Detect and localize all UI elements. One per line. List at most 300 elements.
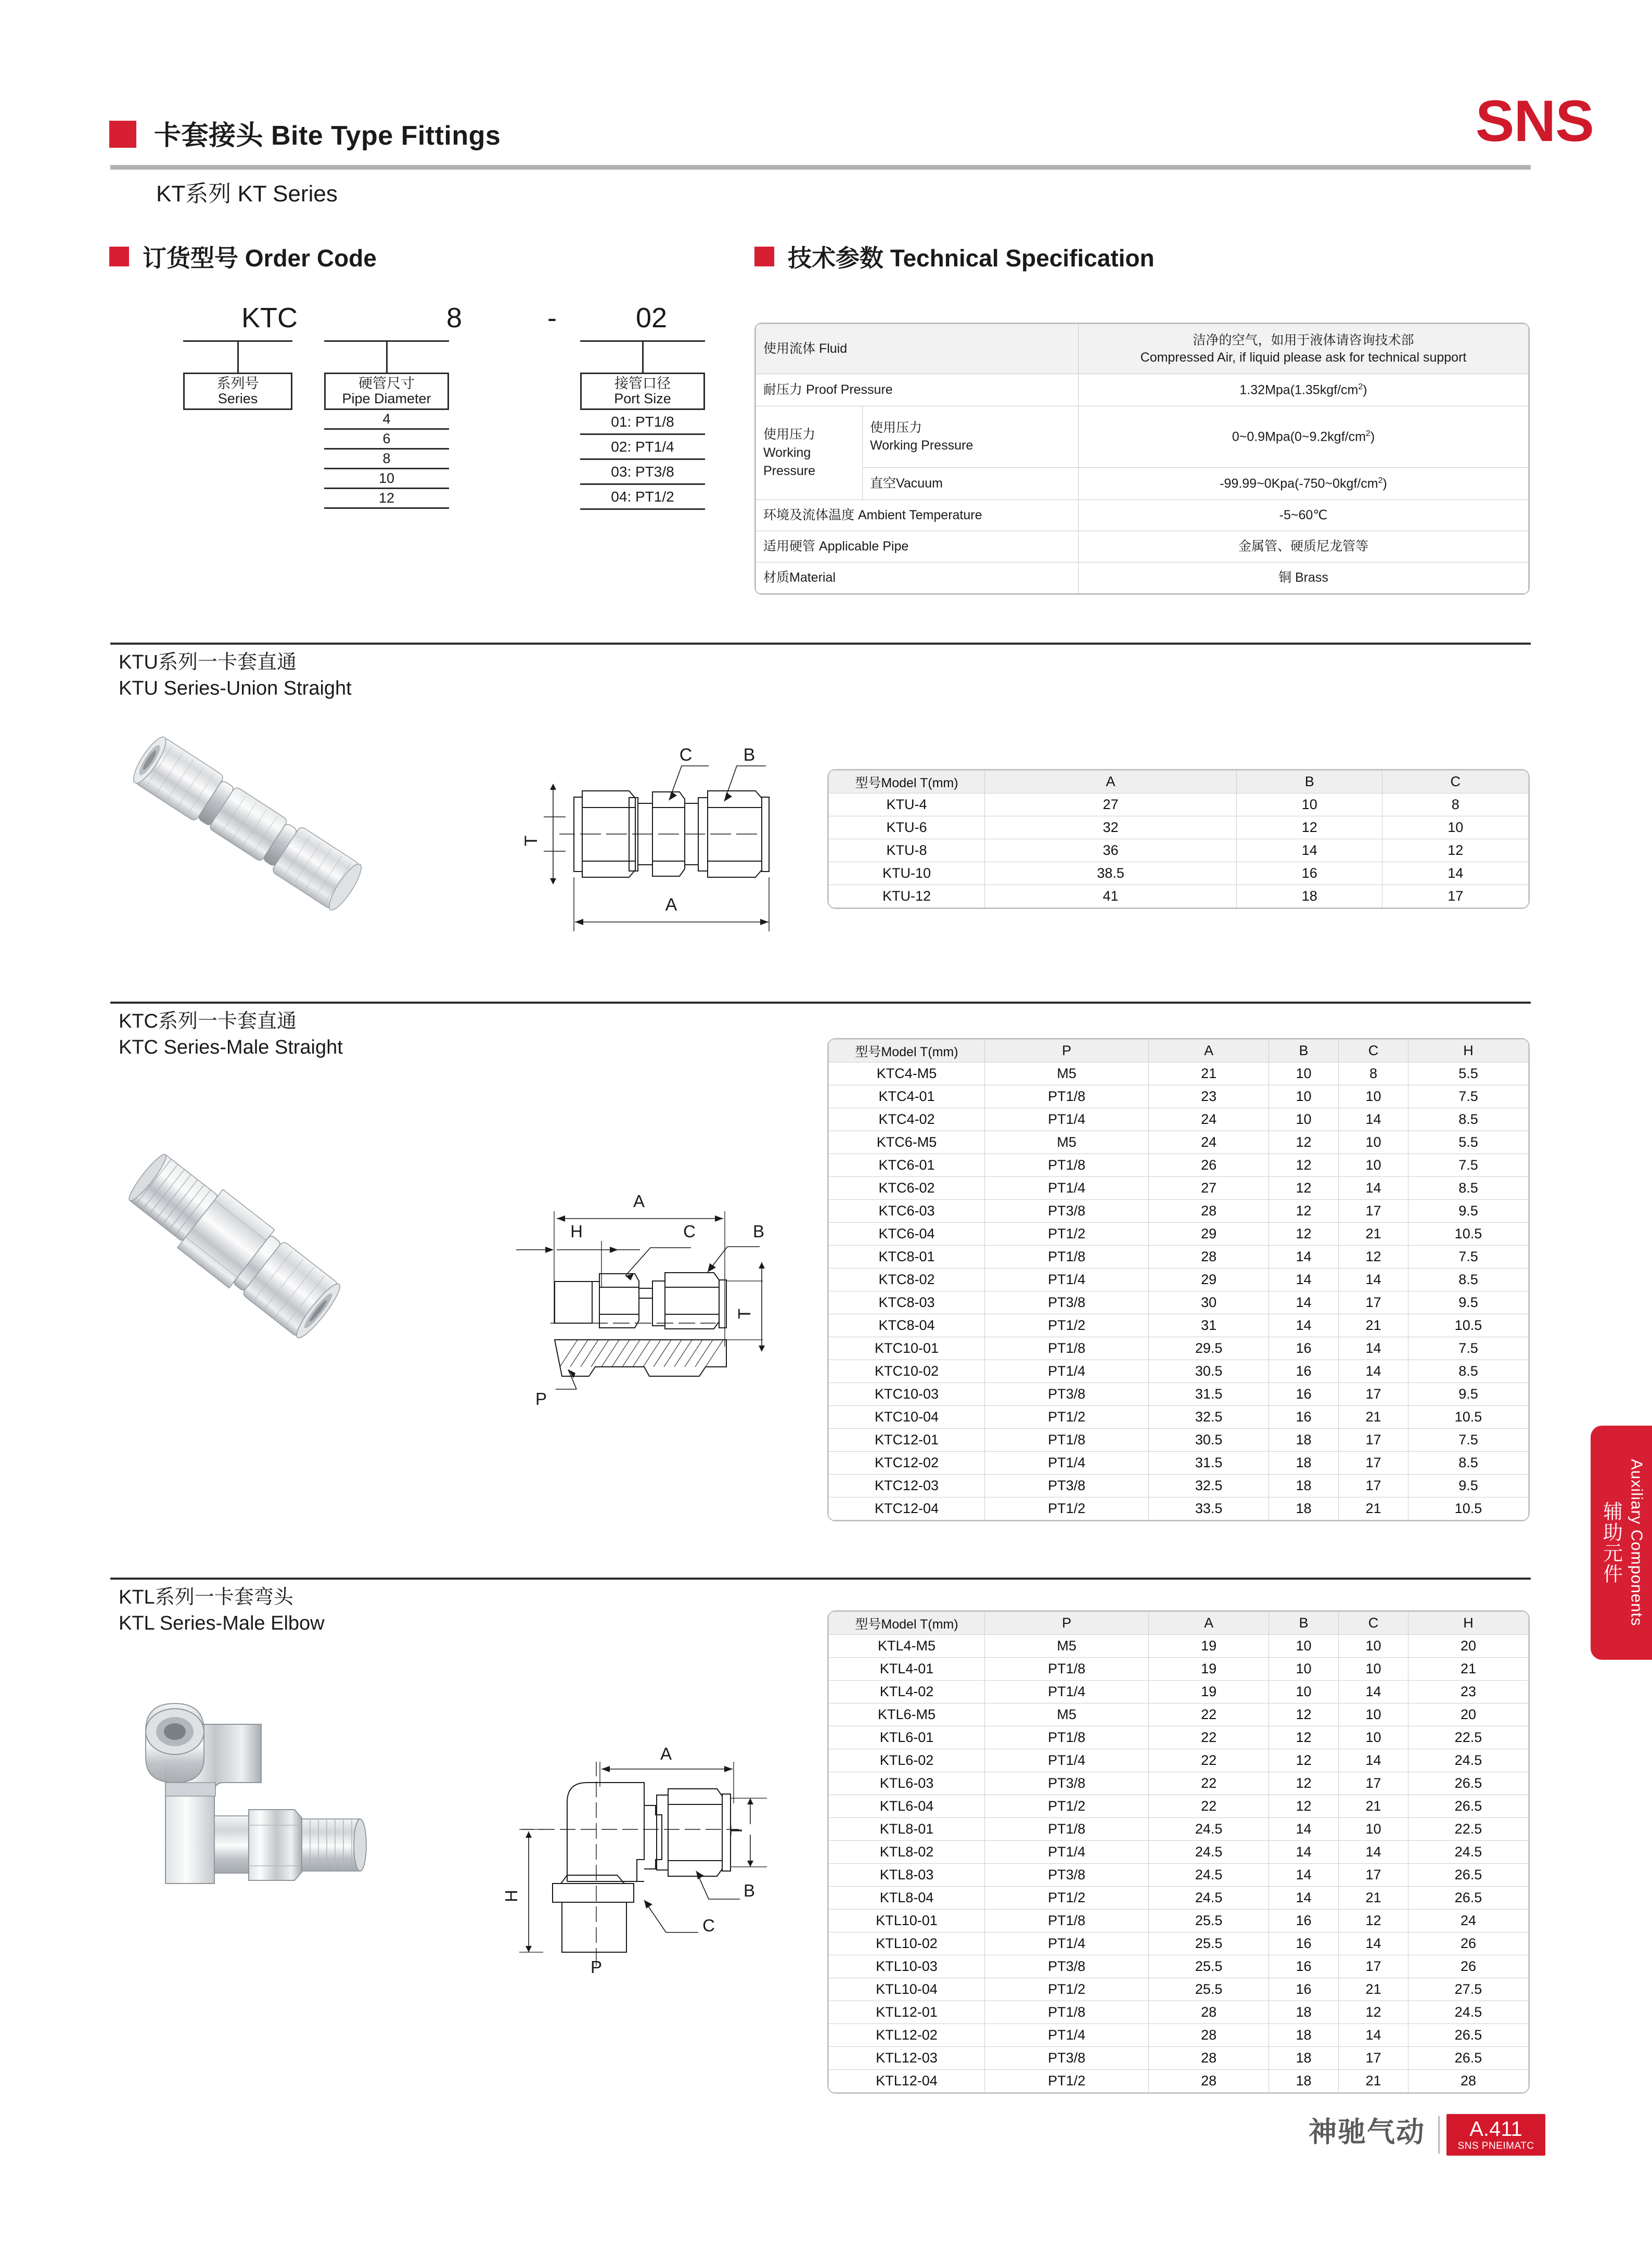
- spec-value-proof-pressure: $1.32Mpa(1.35kgf/cm^2)$: [1079, 374, 1529, 406]
- value-cell: 14: [1269, 1818, 1339, 1841]
- model-cell: KTC8-02: [829, 1269, 985, 1291]
- value-cell: 24.5: [1149, 1818, 1269, 1841]
- value-cell: PT3/8: [985, 1291, 1149, 1314]
- value-cell: 26.5: [1408, 2047, 1528, 2070]
- table-row: [829, 1246, 1529, 1269]
- value-cell: 9.5: [1408, 1200, 1528, 1223]
- value-cell: 10.5: [1408, 1223, 1528, 1246]
- ktc-dimension-drawing: [510, 1160, 786, 1415]
- spec-value-fluid: [1079, 324, 1529, 374]
- column-header: C: [1339, 1040, 1408, 1062]
- model-cell: KTC4-02: [829, 1108, 985, 1131]
- value-cell: 5.5: [1408, 1131, 1528, 1154]
- value-cell: PT3/8: [985, 1772, 1149, 1795]
- value-cell: PT1/4: [985, 1749, 1149, 1772]
- footer-brand-cn: 神驰气动: [1309, 2117, 1425, 2148]
- value-cell: 10: [1269, 1062, 1339, 1085]
- column-header: H: [1408, 1612, 1528, 1635]
- model-cell: KTU-4: [829, 793, 985, 816]
- model-cell: KTC8-03: [829, 1291, 985, 1314]
- value-cell: 16: [1236, 862, 1382, 885]
- side-tab-label-en: Auxiliary Components: [1628, 1459, 1646, 1626]
- value-cell: 12: [1269, 1772, 1339, 1795]
- value-cell: 24: [1149, 1108, 1269, 1131]
- ktl-product-photo: [109, 1686, 411, 1967]
- ktl-label-H: H: [502, 1890, 521, 1902]
- table-row: [829, 2070, 1529, 2093]
- value-cell: PT1/4: [985, 1269, 1149, 1291]
- value-cell: PT1/8: [985, 1429, 1149, 1452]
- value-cell: 14: [1269, 1841, 1339, 1864]
- value-cell: 10.5: [1408, 1497, 1528, 1520]
- option-item: 6: [324, 430, 449, 450]
- table-header-row: [829, 1612, 1529, 1635]
- port-box-en: Port Size: [614, 391, 671, 406]
- value-cell: 28: [1149, 2047, 1269, 2070]
- value-cell: PT1/2: [985, 1497, 1149, 1520]
- value-cell: PT1/8: [985, 1246, 1149, 1269]
- table-row: [829, 1703, 1529, 1726]
- value-cell: PT1/4: [985, 1360, 1149, 1383]
- value-cell: 10: [1269, 1085, 1339, 1108]
- value-cell: PT1/8: [985, 2001, 1149, 2024]
- value-cell: 12: [1269, 1795, 1339, 1818]
- ktc-label-P: P: [535, 1389, 547, 1408]
- value-cell: 17: [1382, 885, 1529, 908]
- value-cell: PT1/2: [985, 1406, 1149, 1429]
- ktc-section-title: [119, 1008, 343, 1060]
- value-cell: 29.5: [1149, 1337, 1269, 1360]
- option-item: 4: [324, 410, 449, 430]
- value-cell: 25.5: [1149, 1955, 1269, 1978]
- value-cell: PT1/4: [985, 1452, 1149, 1475]
- value-cell: 16: [1269, 1978, 1339, 2001]
- value-cell: 28: [1408, 2070, 1528, 2093]
- value-cell: 10: [1339, 1658, 1408, 1681]
- value-cell: 21: [1339, 1314, 1408, 1337]
- table-row: [829, 1887, 1529, 1910]
- value-cell: PT1/8: [985, 1726, 1149, 1749]
- value-cell: 24.5: [1408, 2001, 1528, 2024]
- value-cell: PT1/2: [985, 2070, 1149, 2093]
- model-cell: KTC8-04: [829, 1314, 985, 1337]
- column-header: P: [985, 1612, 1149, 1635]
- value-cell: 14: [1269, 1864, 1339, 1887]
- value-cell: 29: [1149, 1269, 1269, 1291]
- table-row: [829, 1406, 1529, 1429]
- column-header: H: [1408, 1040, 1528, 1062]
- value-cell: PT1/4: [985, 1841, 1149, 1864]
- value-cell: 26.5: [1408, 2024, 1528, 2047]
- model-cell: KTL8-02: [829, 1841, 985, 1864]
- ktu-title-en: KTU Series-Union Straight: [119, 677, 352, 700]
- table-row: [829, 1291, 1529, 1314]
- table-row: [829, 1360, 1529, 1383]
- value-cell: 16: [1269, 1360, 1339, 1383]
- value-cell: 36: [985, 839, 1237, 862]
- value-cell: 12: [1269, 1177, 1339, 1200]
- value-cell: 14: [1269, 1314, 1339, 1337]
- model-cell: KTL4-01: [829, 1658, 985, 1681]
- spec-value-vacuum: $-99.99\sim 0Kpa(-750\sim 0kgf/cm^2)$: [1079, 468, 1529, 500]
- table-row: [829, 1978, 1529, 2001]
- footer-page-badge: [1446, 2114, 1545, 2156]
- table-row: [829, 1452, 1529, 1475]
- spec-value-ambient-temperature: -5~60℃: [1079, 500, 1529, 531]
- order-code-port: 02: [636, 302, 668, 334]
- option-item: 10: [324, 469, 449, 489]
- model-cell: KTL10-02: [829, 1932, 985, 1955]
- value-cell: 30: [1149, 1291, 1269, 1314]
- value-cell: 17: [1339, 1429, 1408, 1452]
- column-header: B: [1269, 1612, 1339, 1635]
- table-row: [829, 1864, 1529, 1887]
- table-row: [829, 816, 1529, 839]
- model-cell: KTL12-02: [829, 2024, 985, 2047]
- value-cell: PT1/2: [985, 1314, 1149, 1337]
- value-cell: 18: [1269, 2001, 1339, 2024]
- value-cell: 14: [1339, 1269, 1408, 1291]
- value-cell: 28: [1149, 1246, 1269, 1269]
- table-row: [829, 1429, 1529, 1452]
- ktu-label-C: C: [679, 745, 693, 765]
- value-cell: PT1/8: [985, 1910, 1149, 1932]
- value-cell: 8.5: [1408, 1108, 1528, 1131]
- table-row: [829, 1108, 1529, 1131]
- ktu-title-cn: KTU系列一卡套直通: [119, 651, 297, 673]
- column-header: 型号Model T(mm): [829, 771, 985, 793]
- value-cell: 24.5: [1149, 1887, 1269, 1910]
- value-cell: 10: [1339, 1703, 1408, 1726]
- value-cell: 16: [1269, 1383, 1339, 1406]
- value-cell: PT1/4: [985, 2024, 1149, 2047]
- value-cell: 32.5: [1149, 1406, 1269, 1429]
- model-cell: KTL6-02: [829, 1749, 985, 1772]
- column-header: C: [1339, 1612, 1408, 1635]
- value-cell: 26.5: [1408, 1795, 1528, 1818]
- value-cell: PT3/8: [985, 1955, 1149, 1978]
- value-cell: 29: [1149, 1223, 1269, 1246]
- column-header: P: [985, 1040, 1149, 1062]
- value-cell: 23: [1149, 1085, 1269, 1108]
- value-cell: 10: [1339, 1154, 1408, 1177]
- value-cell: M5: [985, 1635, 1149, 1658]
- value-cell: 5.5: [1408, 1062, 1528, 1085]
- model-cell: KTC4-01: [829, 1085, 985, 1108]
- value-cell: 10: [1339, 1085, 1408, 1108]
- ktu-section-rule: [110, 643, 1531, 645]
- value-cell: PT3/8: [985, 1383, 1149, 1406]
- model-cell: KTC10-04: [829, 1406, 985, 1429]
- value-cell: 19: [1149, 1658, 1269, 1681]
- value-cell: PT1/4: [985, 1932, 1149, 1955]
- model-cell: KTC12-04: [829, 1497, 985, 1520]
- table-row: [829, 1658, 1529, 1681]
- option-item: 02: PT1/4: [580, 435, 705, 460]
- ktl-label-B: B: [743, 1881, 755, 1900]
- ktc-title-cn: KTC系列一卡套直通: [119, 1010, 297, 1032]
- value-cell: 21: [1339, 1795, 1408, 1818]
- value-cell: 17: [1339, 1200, 1408, 1223]
- column-header: B: [1236, 771, 1382, 793]
- model-cell: KTL10-03: [829, 1955, 985, 1978]
- column-header: A: [985, 771, 1237, 793]
- sns-logo: SNS: [1475, 88, 1594, 153]
- table-row: [829, 1818, 1529, 1841]
- table-row: [829, 1681, 1529, 1703]
- model-cell: KTL4-02: [829, 1681, 985, 1703]
- order-code-heading-text: 订货型号 Order Code: [143, 245, 377, 272]
- value-cell: 18: [1269, 2024, 1339, 2047]
- table-row: [829, 1154, 1529, 1177]
- model-cell: KTL10-04: [829, 1978, 985, 2001]
- square-bullet-icon: [754, 247, 774, 266]
- table-row: [829, 1497, 1529, 1520]
- value-cell: PT1/8: [985, 1085, 1149, 1108]
- model-cell: KTL6-04: [829, 1795, 985, 1818]
- model-cell: KTL12-03: [829, 2047, 985, 2070]
- spec-value-applicable-pipe: 金属管、硬质尼龙管等: [1079, 531, 1529, 562]
- table-row: [829, 2047, 1529, 2070]
- value-cell: 7.5: [1408, 1154, 1528, 1177]
- value-cell: 27: [985, 793, 1237, 816]
- model-cell: KTL6-M5: [829, 1703, 985, 1726]
- value-cell: 18: [1269, 2047, 1339, 2070]
- model-cell: KTL10-01: [829, 1910, 985, 1932]
- value-cell: 22: [1149, 1795, 1269, 1818]
- spec-row-fluid: [756, 324, 1529, 374]
- value-cell: 8.5: [1408, 1177, 1528, 1200]
- value-cell: 22: [1149, 1703, 1269, 1726]
- value-cell: 12: [1269, 1200, 1339, 1223]
- value-cell: 12: [1269, 1154, 1339, 1177]
- table-row: [829, 1932, 1529, 1955]
- column-header: 型号Model T(mm): [829, 1612, 985, 1635]
- ktl-label-P: P: [590, 1957, 603, 1977]
- value-cell: 30.5: [1149, 1360, 1269, 1383]
- value-cell: 10: [1382, 816, 1529, 839]
- model-cell: KTC6-02: [829, 1177, 985, 1200]
- value-cell: 21: [1339, 1497, 1408, 1520]
- value-cell: 9.5: [1408, 1475, 1528, 1497]
- ktu-label-B: B: [743, 745, 755, 765]
- value-cell: 14: [1339, 1681, 1408, 1703]
- model-cell: KTL6-03: [829, 1772, 985, 1795]
- value-cell: M5: [985, 1131, 1149, 1154]
- value-cell: 23: [1408, 1681, 1528, 1703]
- value-cell: 22: [1149, 1726, 1269, 1749]
- value-cell: 12: [1269, 1223, 1339, 1246]
- value-cell: 16: [1269, 1406, 1339, 1429]
- value-cell: 17: [1339, 1772, 1408, 1795]
- value-cell: 21: [1339, 1887, 1408, 1910]
- table-header-row: [829, 1040, 1529, 1062]
- value-cell: 14: [1339, 1177, 1408, 1200]
- value-cell: 22.5: [1408, 1818, 1528, 1841]
- value-cell: PT1/8: [985, 1337, 1149, 1360]
- value-cell: 14: [1269, 1887, 1339, 1910]
- value-cell: PT1/8: [985, 1154, 1149, 1177]
- option-item: 01: PT1/8: [580, 410, 705, 435]
- value-cell: 10: [1236, 793, 1382, 816]
- spec-label-fluid: 使用流体 Fluid: [756, 324, 1079, 374]
- square-bullet-icon: [109, 247, 129, 266]
- spec-label-applicable-pipe: 适用硬管 Applicable Pipe: [756, 531, 1079, 562]
- model-cell: KTC6-03: [829, 1200, 985, 1223]
- model-cell: KTL8-01: [829, 1818, 985, 1841]
- ktc-label-A: A: [633, 1192, 645, 1211]
- table-row: [829, 1383, 1529, 1406]
- technical-specification-table: [754, 323, 1530, 595]
- value-cell: 24: [1149, 1131, 1269, 1154]
- model-cell: KTC6-01: [829, 1154, 985, 1177]
- table-row: [829, 1200, 1529, 1223]
- model-cell: KTC10-03: [829, 1383, 985, 1406]
- spec-row-working-pressure: [756, 406, 1529, 468]
- value-cell: 25.5: [1149, 1978, 1269, 2001]
- ktl-label-C: C: [702, 1916, 715, 1935]
- spec-label-material: 材质Material: [756, 562, 1079, 594]
- table-row: [829, 1955, 1529, 1978]
- value-cell: 12: [1339, 2001, 1408, 2024]
- value-cell: 12: [1339, 1246, 1408, 1269]
- value-cell: 10: [1339, 1818, 1408, 1841]
- value-cell: PT1/8: [985, 1658, 1149, 1681]
- model-cell: KTL4-M5: [829, 1635, 985, 1658]
- port-box-cn: 接管口径: [614, 375, 671, 391]
- value-cell: PT3/8: [985, 2047, 1149, 2070]
- side-tab-label-cn: 辅助元件: [1599, 1501, 1622, 1584]
- footer-divider: [1438, 2116, 1440, 2154]
- value-cell: 26: [1149, 1154, 1269, 1177]
- value-cell: 12: [1269, 1131, 1339, 1154]
- value-cell: PT1/8: [985, 1818, 1149, 1841]
- spec-value-material: 铜 Brass: [1079, 562, 1529, 594]
- value-cell: 21: [1339, 2070, 1408, 2093]
- value-cell: 14: [1339, 1749, 1408, 1772]
- value-cell: 25.5: [1149, 1932, 1269, 1955]
- value-cell: 18: [1269, 1452, 1339, 1475]
- value-cell: 10.5: [1408, 1314, 1528, 1337]
- table-row: [829, 1795, 1529, 1818]
- ktl-label-T: T: [726, 1825, 746, 1836]
- value-cell: PT1/2: [985, 1795, 1149, 1818]
- value-cell: 14: [1236, 839, 1382, 862]
- ktl-label-A: A: [660, 1744, 672, 1763]
- value-cell: 17: [1339, 1452, 1408, 1475]
- value-cell: 12: [1382, 839, 1529, 862]
- value-cell: 10: [1269, 1635, 1339, 1658]
- value-cell: 24.5: [1408, 1841, 1528, 1864]
- value-cell: 14: [1269, 1291, 1339, 1314]
- value-cell: 27.5: [1408, 1978, 1528, 2001]
- value-cell: 28: [1149, 2070, 1269, 2093]
- order-code-series: KTC: [241, 302, 298, 334]
- model-cell: KTL12-04: [829, 2070, 985, 2093]
- spec-label-working-pressure-group: 使用压力 Working Pressure: [756, 406, 863, 500]
- value-cell: 20: [1408, 1635, 1528, 1658]
- value-cell: 18: [1269, 1497, 1339, 1520]
- value-cell: 12: [1339, 1910, 1408, 1932]
- ktu-product-photo: [101, 713, 393, 931]
- side-tab-auxiliary-components[interactable]: [1591, 1426, 1652, 1660]
- column-header: A: [1149, 1612, 1269, 1635]
- page-title: 卡套接头 Bite Type Fittings: [154, 121, 501, 151]
- value-cell: 17: [1339, 1475, 1408, 1497]
- ktu-label-T: T: [521, 835, 541, 847]
- table-row: [829, 1910, 1529, 1932]
- value-cell: 14: [1339, 1360, 1408, 1383]
- spec-label-proof-pressure: 耐压力 Proof Pressure: [756, 374, 1079, 406]
- value-cell: 17: [1339, 1955, 1408, 1978]
- value-cell: 14: [1339, 1932, 1408, 1955]
- value-cell: 12: [1269, 1726, 1339, 1749]
- ktc-label-C: C: [683, 1222, 696, 1241]
- model-cell: KTC10-01: [829, 1337, 985, 1360]
- order-code-diameter-box: [324, 373, 449, 410]
- model-cell: KTL6-01: [829, 1726, 985, 1749]
- value-cell: 9.5: [1408, 1291, 1528, 1314]
- table-row: [829, 1337, 1529, 1360]
- ktc-label-T: T: [735, 1308, 754, 1319]
- value-cell: 26.5: [1408, 1887, 1528, 1910]
- spec-value-working-pressure: $0\sim 0.9Mpa(0\sim 9.2kgf/cm^2)$: [1079, 406, 1529, 468]
- value-cell: 21: [1339, 1406, 1408, 1429]
- model-cell: KTC12-02: [829, 1452, 985, 1475]
- table-row: [829, 1772, 1529, 1795]
- value-cell: 10: [1269, 1681, 1339, 1703]
- value-cell: 28: [1149, 2024, 1269, 2047]
- value-cell: 14: [1339, 1337, 1408, 1360]
- value-cell: 24: [1408, 1910, 1528, 1932]
- table-row: [829, 1841, 1529, 1864]
- table-row: [829, 862, 1529, 885]
- ktl-dimension-drawing: [494, 1717, 770, 1977]
- table-row: [829, 839, 1529, 862]
- series-box-en: Series: [217, 391, 258, 406]
- value-cell: 30.5: [1149, 1429, 1269, 1452]
- value-cell: 27: [1149, 1177, 1269, 1200]
- option-item: 03: PT3/8: [580, 460, 705, 485]
- value-cell: 33.5: [1149, 1497, 1269, 1520]
- value-cell: 20: [1408, 1703, 1528, 1726]
- value-cell: 21: [1149, 1062, 1269, 1085]
- value-cell: 18: [1269, 2070, 1339, 2093]
- model-cell: KTU-12: [829, 885, 985, 908]
- order-code-series-box: [183, 373, 292, 410]
- table-row: [829, 1749, 1529, 1772]
- value-cell: 38.5: [985, 862, 1237, 885]
- model-cell: KTL8-03: [829, 1864, 985, 1887]
- model-cell: KTU-6: [829, 816, 985, 839]
- value-cell: 24.5: [1149, 1864, 1269, 1887]
- value-cell: 31.5: [1149, 1383, 1269, 1406]
- model-cell: KTC6-M5: [829, 1131, 985, 1154]
- value-cell: 18: [1236, 885, 1382, 908]
- ktc-data-table: [827, 1038, 1530, 1521]
- footer-brand-en: SNS PNEIMATC: [1457, 2141, 1534, 2151]
- value-cell: 16: [1269, 1337, 1339, 1360]
- ktc-section-rule: [110, 1002, 1531, 1004]
- ktu-section-title: [119, 649, 352, 701]
- value-cell: 10: [1339, 1635, 1408, 1658]
- value-cell: 14: [1339, 2024, 1408, 2047]
- spec-row-proof-pressure: [756, 374, 1529, 406]
- value-cell: PT3/8: [985, 1864, 1149, 1887]
- order-code-diagram: [109, 302, 713, 531]
- footer-page-number: A.411: [1469, 2118, 1522, 2141]
- value-cell: 10: [1269, 1108, 1339, 1131]
